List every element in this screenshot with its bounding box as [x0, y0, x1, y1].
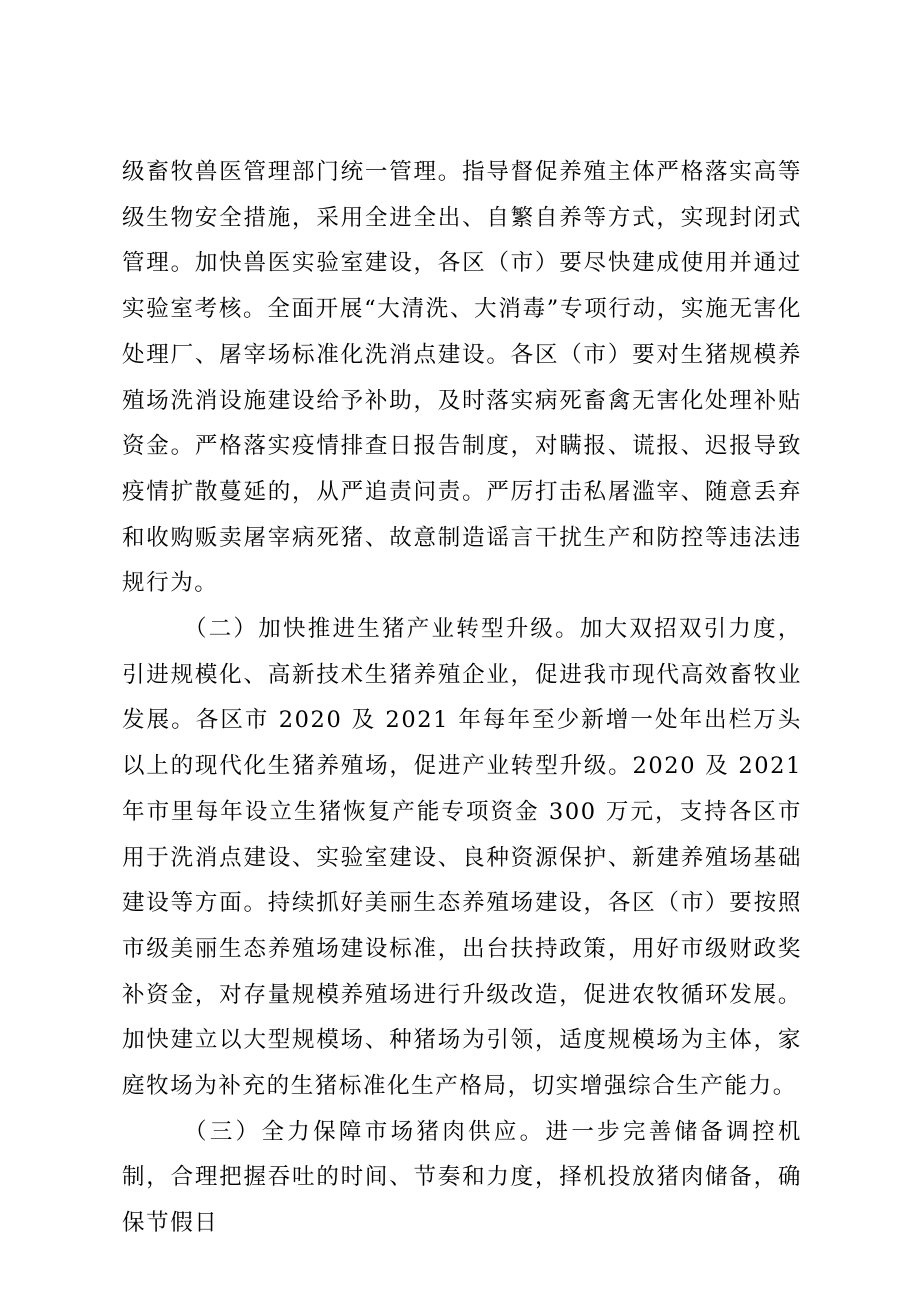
paragraph-market-supply: （三）全力保障市场猪肉供应。进一步完善储备调控机制，合理把握吞吐的时间、节奏和力度，择机投放猪肉储备，确保节假日 [122, 1118, 802, 1237]
paragraph-biosecurity: 级畜牧兽医管理部门统一管理。指导督促养殖主体严格落实高等级生物安全措施，采用全进全出、自繁自养等方式，实现封闭式管理。加快兽医实验室建设，各区（市）要尽快建成使用并通过实验室考核。全面开展“大清洗、大消毒”专项行动，实施无害化处理厂、屠宰场标准化洗消点建设。各区（市）要对生猪规模养殖场洗消设施建设给予补助，及时落实病死畜禽无害化处理补贴资金。严格落实疫情排查日报告制度，对瞒报、谎报、迟报导致疫情扩散蔓延的，从严追责问责。严厉打击私屠滥宰、随意丢弃和收购贩卖屠宰病死猪、故意制造谣言干扰生产和防控等违法违规行为。 [122, 159, 802, 597]
paragraph-industry-upgrade: （二）加快推进生猪产业转型升级。加大双招双引力度，引进规模化、高新技术生猪养殖企业，促进我市现代高效畜牧业发展。各区市 2020 及 2021 年每年至少新增一处年出栏万头以上的现代化生猪养殖场，促进产业转型升级。2020 及 2021 年市里每年设立生猪恢复产能专项资金 300 万元，支持各区市用于洗消点建设、实验室建设、良种资源保护、新建养殖场基础建设等方面。持续抓好美丽生态养殖场建设，各区（市）要按照市级美丽生态养殖场建设标准，出台扶持政策，用好市级财政奖补资金，对存量规模养殖场进行升级改造，促进农牧循环发展。加快建立以大型规模场、种猪场为引领，适度规模场为主体，家庭牧场为补充的生猪标准化生产格局，切实增强综合生产能力。 [122, 616, 802, 1100]
document-page [122, 150, 802, 1247]
